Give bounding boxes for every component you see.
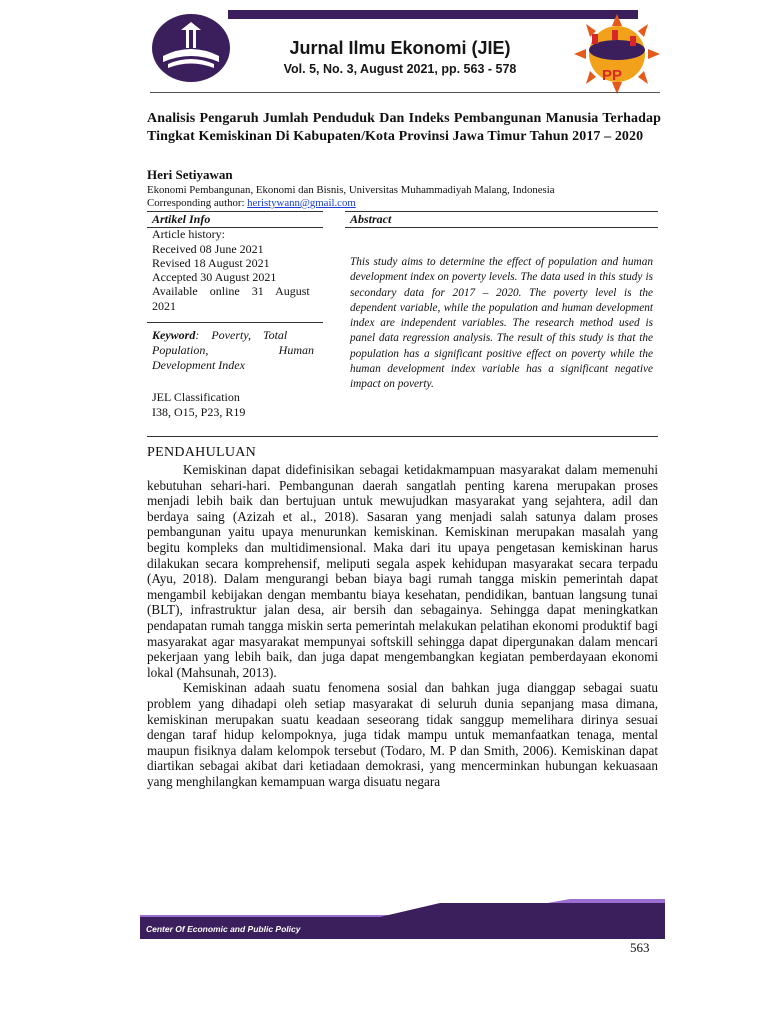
corresponding-author (147, 197, 356, 209)
abstract-heading: Abstract (350, 212, 392, 226)
jel-label: JEL Classification (152, 390, 240, 404)
keyword-text-2a: Population, (152, 343, 209, 357)
article-history-label: Article history: (152, 227, 225, 241)
revised-date: Revised 18 August 2021 (152, 256, 270, 270)
paragraph-2: Kemiskinan adaah suatu fenomena sosial dan bahkan juga dianggap sebagai suatu problem yang dihadapi oleh setiap masyarakat di seluruh dunia sepanjang masa dimana, kemiskinan merupakan suatu keadaan seseorang tidak sanggup memelihara dirinya sesuai dengan taraf hidup kelompoknya, juga tidak mampu untuk memanfaatkan tenaga, mental maupun fisiknya dalam kelompok tersebut (Todaro, M. P dan Smith, 2006). Kemiskinan dapat diartikan sebagai akibat dari ketiadaan demokrasi, yang mencerminkan hubungan kekuasaan yang menghilangkan kemampuan warga disuatu negara (147, 680, 658, 789)
journal-title: Jurnal Ilmu Ekonomi (JIE) (289, 38, 511, 58)
keyword-rule (147, 322, 323, 323)
publisher-logo-text: PP (602, 67, 623, 84)
abstract-heading-rule (345, 227, 658, 228)
journal-logo-icon (150, 12, 232, 84)
publisher-logo-icon (572, 12, 662, 96)
journal-volume-info: Vol. 5, No. 3, August 2021, pp. 563 - 578 (283, 62, 517, 76)
article-title: Analisis Pengaruh Jumlah Penduduk Dan Indeks Pembangunan Manusia Terhadap Tingkat Kemiskinan Di Kabupaten/Kota Provinsi Jawa Timur Tahun 2017 – 2020 (147, 111, 661, 144)
available-date: Available online 31 August (152, 284, 310, 298)
corresponding-email-link[interactable]: heristywann@gmail.com (247, 197, 356, 209)
received-date: Received 08 June 2021 (152, 242, 264, 256)
abstract-top-rule (345, 211, 658, 212)
header-divider (150, 92, 660, 93)
keyword-text-1: : Poverty, Total (195, 328, 288, 342)
accepted-date: Accepted 30 August 2021 (152, 270, 277, 284)
keyword-line-3: Development Index (152, 358, 245, 372)
abstract-text: This study aims to determine the effect of population and human development index on poverty levels. The data used in this study is secondary data for 2017 – 2020. The poverty level is the dependent variable, while the population and human development index are independent variables. The research method used is panel data regression analysis. The result of this study is that the population has a significant positive effect on poverty while the human development index variable has a significant negative impact on poverty. (350, 256, 653, 391)
corresponding-label: Corresponding author: (147, 197, 248, 209)
footer-band (140, 893, 665, 943)
author-affiliation: Ekonomi Pembangunan, Ekonomi dan Bisnis, Universitas Muhammadiyah Malang, Indonesia (147, 184, 555, 196)
paragraph-1: Kemiskinan dapat didefinisikan sebagai ketidakmampuan masyarakat dalam memenuhi kebutuhan sehari-hari. Pembangunan daerah sangatlah penting karena merupakan proses menjadi lebih baik dan bertujuan untuk mewujudkan masyarakat yang sejahtera, adil dan berdaya saing (Azizah et al., 2018). Sasaran yang menjadi salah satunya dalam proses pembangunan yaitu upaya menurunkan kemiskinan. Kemiskinan merupakan masalah yang begitu kompleks dan multidimensional. Maka dari itu upaya pengetasan kemiskinan harus dilakukan secara komprehensif, meliputi segala aspek kehidupan masyarakat secara terpadu (Ayu, 2018). Dalam mengurangi beban biaya bagi rumah tangga miskin pemerintah dapat mengambil kebijakan dengan membantu biaya kesehatan, pendidikan, bantuan langsung tunai (BLT), infrastruktur jalan desa, air bersih dan sebagainya. Sehingga dapat meningkatkan pendapatan rumah tangga miskin serta pemerintah melakukan pelatihan ekonomi produktif bagi masyarakat agar masyarakat mempunyai softskill sehingga dapat dipergunakan dalam mencari pekerjaan yang lebih baik, dan juga dapat mengembangkan kegiatan pemberdayaan ekonomi lokal (Mahsunah, 2013). (147, 462, 658, 680)
section-title: PENDAHULUAN (147, 445, 257, 460)
keyword-line-1 (152, 328, 314, 343)
keyword-line-2 (152, 343, 314, 358)
footer-label: Center Of Economic and Public Policy (146, 924, 301, 934)
author-name: Heri Setiyawan (147, 167, 233, 182)
available-year: 2021 (152, 299, 176, 313)
keyword-text-2b: Human (278, 343, 314, 357)
article-info-heading: Artikel Info (152, 212, 211, 226)
keyword-label: Keyword (152, 328, 196, 342)
body-text (147, 462, 658, 789)
jel-codes: I38, O15, P23, R19 (152, 405, 246, 419)
page-number: 563 (630, 940, 650, 955)
abstract-bottom-rule (147, 436, 658, 437)
